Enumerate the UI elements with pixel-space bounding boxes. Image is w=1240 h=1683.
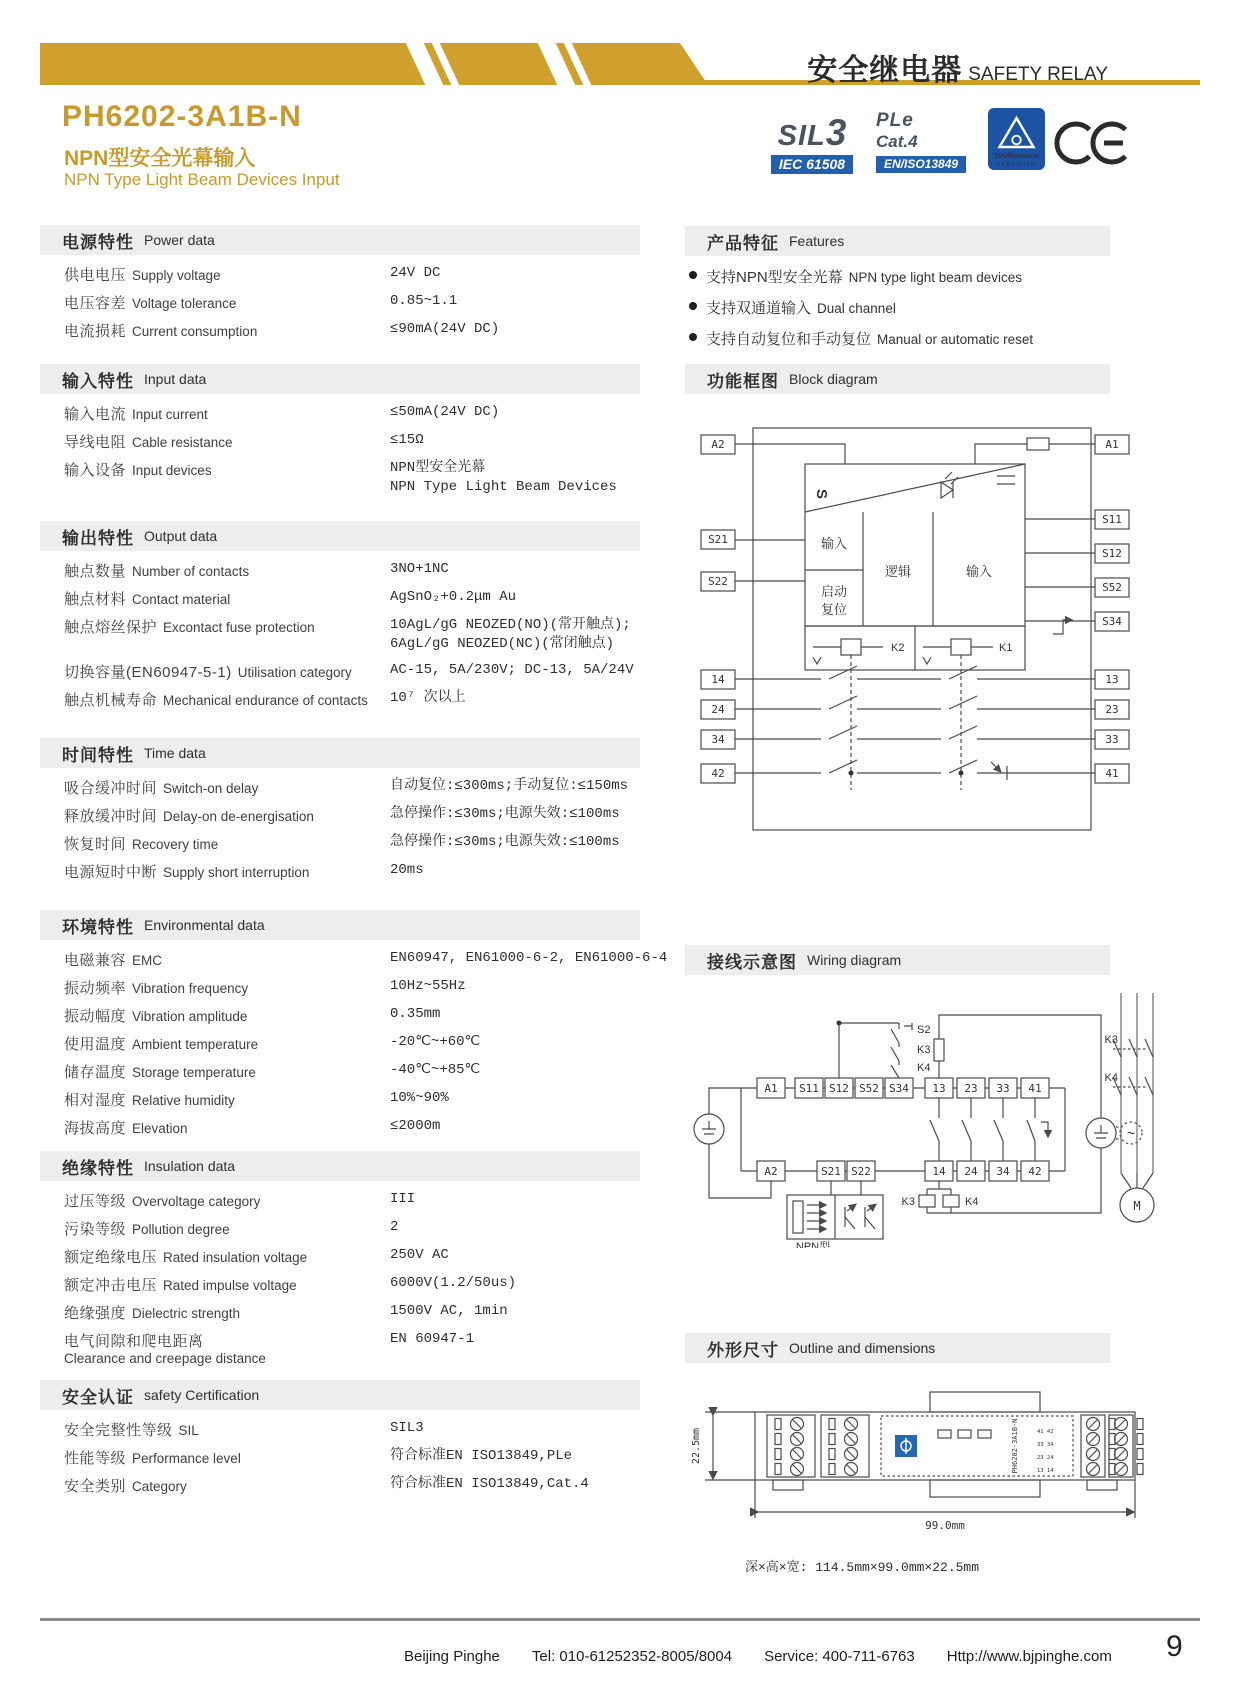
section-title-en: Environmental data bbox=[144, 917, 265, 933]
outline-terminal-row: 33 34 bbox=[1037, 1442, 1054, 1448]
spec-label-en: Supply short interruption bbox=[163, 865, 310, 880]
spec-value: 10Hz~55Hz bbox=[390, 978, 466, 994]
section-heading bbox=[685, 226, 1110, 256]
terminal-label: 14 bbox=[711, 673, 725, 686]
section-wiring-diagram bbox=[685, 945, 1110, 975]
section-title-zh: 时间特性 bbox=[62, 745, 134, 765]
section-title-zh: 接线示意图 bbox=[707, 952, 797, 972]
terminal-label: 42 bbox=[711, 767, 725, 780]
spec-row bbox=[64, 431, 640, 452]
spec-label-en: Dielectric strength bbox=[132, 1306, 241, 1321]
spec-value: 2 bbox=[390, 1219, 399, 1235]
spec-value-line2: NPN Type Light Beam Devices bbox=[390, 479, 617, 495]
spec-label-zh: 电流损耗 bbox=[64, 323, 127, 340]
bullet-icon bbox=[689, 333, 697, 341]
spec-label-zh: 安全完整性等级 bbox=[64, 1422, 173, 1439]
spec-label-zh: 吸合缓冲时间 bbox=[64, 780, 158, 797]
terminal-label: A1 bbox=[1105, 438, 1119, 451]
terminal-label: S12 bbox=[829, 1082, 849, 1095]
feature-item bbox=[689, 297, 1110, 318]
spec-row bbox=[64, 977, 640, 998]
spec-label-zh: 海拔高度 bbox=[64, 1120, 127, 1137]
spec-row bbox=[64, 403, 640, 424]
block-reset-label: 复位 bbox=[820, 602, 848, 617]
outline-model-text: PH6202-3A1B-N bbox=[1011, 1418, 1019, 1474]
spec-label-en: Vibration frequency bbox=[132, 981, 249, 996]
spec-label-en: Mechanical endurance of contacts bbox=[163, 693, 368, 708]
spec-value: AgSnO₂+0.2μm Au bbox=[390, 589, 517, 605]
npn-label: NPN型 bbox=[795, 1241, 831, 1248]
bullet-icon bbox=[689, 271, 697, 279]
feature-zh: 支持双通道输入 bbox=[706, 300, 812, 317]
terminal-label: 34 bbox=[711, 733, 725, 746]
footer-service: Service: 400-711-6763 bbox=[764, 1648, 915, 1665]
terminal-label: S21 bbox=[821, 1165, 841, 1178]
section-time-data bbox=[40, 738, 640, 889]
spec-value: 24V DC bbox=[390, 265, 441, 281]
spec-label-zh: 触点机械寿命 bbox=[64, 692, 158, 709]
spec-label-zh: 振动幅度 bbox=[64, 1008, 127, 1025]
spec-label-en: Contact material bbox=[132, 592, 231, 607]
ple-standard: EN/ISO13849 bbox=[876, 156, 966, 173]
feature-item bbox=[689, 266, 1110, 287]
terminal-label: A2 bbox=[764, 1165, 778, 1178]
section-heading bbox=[40, 225, 640, 255]
section-safety-certification bbox=[40, 1380, 640, 1503]
spec-label-en: Current consumption bbox=[132, 324, 258, 339]
spec-value: 3NO+1NC bbox=[390, 561, 449, 577]
tuv-certified-icon bbox=[988, 108, 1045, 181]
spec-value: 急停操作:≤30ms;电源失效:≤100ms bbox=[390, 834, 620, 850]
spec-label-en: Recovery time bbox=[132, 837, 219, 852]
terminal-label: 23 bbox=[964, 1082, 978, 1095]
s-symbol: S bbox=[813, 488, 830, 500]
terminal-label: A1 bbox=[764, 1082, 778, 1095]
spec-row bbox=[64, 689, 640, 710]
sil-word: SIL bbox=[777, 120, 826, 152]
section-title-en: Output data bbox=[144, 528, 218, 544]
spec-row bbox=[64, 1005, 640, 1026]
gold-band bbox=[40, 43, 708, 85]
spec-value: 6000V(1.2/50us) bbox=[390, 1275, 517, 1291]
spec-value: 10%~90% bbox=[390, 1090, 449, 1106]
spec-row bbox=[64, 1447, 640, 1468]
spec-value: ≤2000m bbox=[390, 1118, 441, 1134]
k3-coil-label: K3 bbox=[901, 1196, 915, 1208]
spec-label-zh: 触点材料 bbox=[64, 591, 127, 608]
header-bar bbox=[40, 43, 1200, 85]
section-environmental-data bbox=[40, 910, 668, 1145]
section-title-en: Power data bbox=[144, 232, 215, 248]
terminal-label: S52 bbox=[859, 1082, 879, 1095]
spec-value: -20℃~+60℃ bbox=[390, 1034, 481, 1050]
spec-value: SIL3 bbox=[390, 1420, 424, 1436]
spec-label-en: Pollution degree bbox=[132, 1222, 230, 1237]
k4-chain-label: K4 bbox=[917, 1062, 931, 1074]
section-heading bbox=[40, 1380, 640, 1410]
spec-label-en: SIL bbox=[178, 1423, 199, 1438]
spec-label-zh: 供电电压 bbox=[64, 267, 127, 284]
tuv-name: TÜVRheinland bbox=[994, 153, 1039, 160]
spec-row bbox=[64, 861, 640, 882]
footer-website: Http://www.bjpinghe.com bbox=[946, 1648, 1112, 1665]
section-title-zh: 输出特性 bbox=[62, 528, 134, 548]
ple-level: PLe bbox=[876, 110, 914, 131]
section-title-zh: 外形尺寸 bbox=[707, 1340, 779, 1360]
section-insulation-data bbox=[40, 1151, 640, 1373]
spec-row bbox=[64, 459, 640, 497]
section-heading bbox=[685, 364, 1110, 394]
sil-badge bbox=[757, 112, 867, 174]
spec-label-zh: 恢复时间 bbox=[64, 836, 127, 853]
section-title-en: Insulation data bbox=[144, 1158, 236, 1174]
section-title-zh: 电源特性 bbox=[62, 232, 134, 252]
spec-row bbox=[64, 805, 640, 826]
page-title-en: SAFETY RELAY bbox=[968, 64, 1108, 85]
spec-row bbox=[64, 1190, 640, 1211]
spec-row bbox=[64, 1419, 640, 1440]
spec-label-en: Input current bbox=[132, 407, 208, 422]
spec-value: 急停操作:≤30ms;电源失效:≤100ms bbox=[390, 806, 620, 822]
wiring-diagram bbox=[685, 983, 1175, 1253]
spec-label-zh: 触点数量 bbox=[64, 563, 127, 580]
spec-row bbox=[64, 1061, 640, 1082]
section-heading bbox=[40, 521, 640, 551]
terminal-label: S21 bbox=[708, 533, 728, 546]
dim-height-label: 22.5mm bbox=[691, 1427, 702, 1465]
section-title-en: safety Certification bbox=[144, 1387, 260, 1403]
spec-value: -40℃~+85℃ bbox=[390, 1062, 481, 1078]
feature-zh: 支持NPN型安全光幕 bbox=[706, 269, 843, 286]
k3-contactor-label: K3 bbox=[1104, 1034, 1118, 1046]
spec-label-zh: 储存温度 bbox=[64, 1064, 127, 1081]
spec-label-zh: 额定绝缘电压 bbox=[64, 1249, 158, 1266]
spec-row bbox=[64, 292, 640, 313]
spec-value: ≤50mA(24V DC) bbox=[390, 404, 500, 420]
terminal-label: 23 bbox=[1105, 703, 1119, 716]
spec-value: 10AgL/gG NEOZED(NO)(常开触点); bbox=[390, 617, 631, 633]
block-input2-label: 输入 bbox=[965, 564, 993, 579]
bullet-icon bbox=[689, 302, 697, 310]
section-features bbox=[685, 226, 1110, 359]
spec-label-en: Supply voltage bbox=[132, 268, 221, 283]
spec-label-en: Elevation bbox=[132, 1121, 188, 1136]
terminal-label: S22 bbox=[708, 575, 728, 588]
page-title-zh: 安全继电器 bbox=[807, 54, 963, 87]
section-heading bbox=[685, 1333, 1110, 1363]
spec-label-en: Cable resistance bbox=[132, 435, 233, 450]
section-title-zh: 产品特征 bbox=[707, 233, 779, 253]
spec-label-en: Number of contacts bbox=[132, 564, 250, 579]
spec-label-zh: 过压等级 bbox=[64, 1193, 127, 1210]
spec-row bbox=[64, 1330, 640, 1366]
spec-label-en: Excontact fuse protection bbox=[163, 620, 315, 635]
spec-row bbox=[64, 1117, 640, 1138]
tuv-sub: CERTIFIED bbox=[996, 162, 1037, 168]
spec-label-en: Rated insulation voltage bbox=[163, 1250, 308, 1265]
spec-label-en: Storage temperature bbox=[132, 1065, 256, 1080]
footer-company: Beijing Pinghe bbox=[404, 1648, 500, 1665]
spec-row bbox=[64, 560, 640, 581]
terminal-label: S34 bbox=[1102, 615, 1122, 628]
section-title-en: Input data bbox=[144, 371, 207, 387]
spec-label-en: Category bbox=[132, 1479, 187, 1494]
spec-label-zh: 绝缘强度 bbox=[64, 1305, 127, 1322]
spec-label-zh: 污染等级 bbox=[64, 1221, 127, 1238]
spec-row bbox=[64, 1475, 640, 1496]
block-logic-label: 逻辑 bbox=[884, 564, 912, 579]
spec-row bbox=[64, 833, 640, 854]
spec-value: AC-15, 5A/230V; DC-13, 5A/24V bbox=[390, 662, 634, 678]
spec-value: III bbox=[390, 1191, 416, 1207]
terminal-label: 14 bbox=[932, 1165, 946, 1178]
ple-badge bbox=[876, 110, 976, 173]
section-title-en: Block diagram bbox=[789, 371, 878, 387]
spec-row bbox=[64, 264, 640, 285]
sil-level: 3 bbox=[825, 112, 847, 153]
block-input1-label: 输入 bbox=[820, 536, 848, 551]
spec-value: 1500V AC, 1min bbox=[390, 1303, 508, 1319]
spec-label-en: Delay-on de-energisation bbox=[163, 809, 314, 824]
spec-label-zh: 切换容量(EN60947-5-1) bbox=[64, 664, 232, 681]
footer-tel: Tel: 010-61252352-8005/8004 bbox=[531, 1648, 733, 1665]
k3-chain-label: K3 bbox=[917, 1044, 931, 1056]
feature-en: Manual or automatic reset bbox=[877, 332, 1034, 347]
spec-label-en: Clearance and creepage distance bbox=[64, 1351, 266, 1366]
terminal-label: S52 bbox=[1102, 581, 1122, 594]
outline-drawing bbox=[685, 1385, 1155, 1550]
terminal-label: 41 bbox=[1028, 1082, 1042, 1095]
terminal-label: 41 bbox=[1105, 767, 1119, 780]
section-output-data bbox=[40, 521, 640, 717]
spec-row bbox=[64, 1246, 640, 1267]
spec-label-en: Switch-on delay bbox=[163, 781, 259, 796]
product-subtitle-zh: NPN型安全光幕输入 bbox=[64, 147, 256, 170]
terminal-label: 33 bbox=[996, 1082, 1010, 1095]
spec-row bbox=[64, 1089, 640, 1110]
section-block-diagram bbox=[685, 364, 1110, 394]
terminal-label: 13 bbox=[932, 1082, 946, 1095]
section-heading bbox=[685, 945, 1110, 975]
spec-label-zh: 额定冲击电压 bbox=[64, 1277, 158, 1294]
product-subtitle-en: NPN Type Light Beam Devices Input bbox=[64, 170, 340, 189]
outline-dimension-note: 深×高×宽: 114.5mm×99.0mm×22.5mm bbox=[745, 1560, 980, 1575]
product-model: PH6202-3A1B-N bbox=[62, 100, 302, 133]
terminal-label: A2 bbox=[711, 438, 725, 451]
spec-value: 20ms bbox=[390, 862, 424, 878]
spec-value: ≤90mA(24V DC) bbox=[390, 321, 500, 337]
spec-value-line2: 6AgL/gG NEOZED(NC)(常闭触点) bbox=[390, 636, 615, 652]
outline-terminal-row: 23 24 bbox=[1037, 1455, 1054, 1461]
ce-mark-icon bbox=[1052, 116, 1128, 175]
spec-value: 自动复位:≤300ms;手动复位:≤150ms bbox=[390, 778, 629, 794]
terminal-label: S34 bbox=[889, 1082, 909, 1095]
block-start-label: 启动 bbox=[820, 584, 848, 599]
dim-width-label: 99.0mm bbox=[925, 1519, 965, 1532]
spec-label-zh: 导线电阻 bbox=[64, 434, 127, 451]
outline-terminal-row: 41 42 bbox=[1037, 1429, 1054, 1435]
spec-value: EN60947, EN61000-6-2, EN61000-6-4 bbox=[390, 950, 668, 966]
terminal-label: 24 bbox=[964, 1165, 978, 1178]
spec-label-zh: 输入设备 bbox=[64, 462, 127, 479]
ac-symbol: ~ bbox=[1126, 1125, 1136, 1141]
spec-label-zh: 安全类别 bbox=[64, 1478, 127, 1495]
section-heading bbox=[40, 910, 640, 940]
spec-row bbox=[64, 588, 640, 609]
section-heading bbox=[40, 738, 640, 768]
section-title-en: Outline and dimensions bbox=[789, 1340, 936, 1356]
spec-value: NPN型安全光幕 bbox=[390, 460, 486, 476]
spec-row bbox=[64, 1302, 640, 1323]
spec-label-en: Rated impulse voltage bbox=[163, 1278, 297, 1293]
terminal-label: S11 bbox=[799, 1082, 819, 1095]
spec-value: 0.85~1.1 bbox=[390, 293, 458, 309]
spec-label-zh: 电源短时中断 bbox=[64, 864, 158, 881]
terminal-label: 33 bbox=[1105, 733, 1119, 746]
spec-value: 符合标准EN ISO13849,Cat.4 bbox=[390, 1476, 589, 1492]
spec-row bbox=[64, 777, 640, 798]
section-title-zh: 功能框图 bbox=[707, 371, 779, 391]
section-heading bbox=[40, 1151, 640, 1181]
spec-label-en: Relative humidity bbox=[132, 1093, 235, 1108]
spec-row bbox=[64, 616, 640, 654]
spec-label-en: Performance level bbox=[132, 1451, 241, 1466]
spec-label-zh: 释放缓冲时间 bbox=[64, 808, 158, 825]
section-heading bbox=[40, 364, 640, 394]
section-title-en: Features bbox=[789, 233, 845, 249]
ple-cat: Cat.4 bbox=[876, 132, 918, 151]
section-title-en: Wiring diagram bbox=[807, 952, 902, 968]
terminal-label: 24 bbox=[711, 703, 725, 716]
section-title-zh: 绝缘特性 bbox=[62, 1158, 134, 1178]
spec-label-zh: 触点熔丝保护 bbox=[64, 619, 158, 636]
terminal-label: S11 bbox=[1102, 513, 1122, 526]
spec-label-en: Utilisation category bbox=[237, 665, 352, 680]
spec-label-en: Overvoltage category bbox=[132, 1194, 261, 1209]
feature-en: Dual channel bbox=[817, 301, 896, 316]
feature-zh: 支持自动复位和手动复位 bbox=[706, 331, 872, 348]
section-title-zh: 输入特性 bbox=[62, 371, 134, 391]
s2-label: S2 bbox=[917, 1024, 931, 1036]
sil-standard: IEC 61508 bbox=[771, 155, 853, 174]
motor-label: M bbox=[1133, 1199, 1141, 1213]
spec-label-zh: 性能等级 bbox=[64, 1450, 127, 1467]
spec-row bbox=[64, 661, 640, 682]
page-number: 9 bbox=[1166, 1630, 1183, 1663]
spec-row bbox=[64, 949, 668, 970]
spec-label-zh: 电磁兼容 bbox=[64, 952, 127, 969]
spec-row bbox=[64, 1274, 640, 1295]
k4-contactor-label: K4 bbox=[1104, 1072, 1118, 1084]
outline-terminal-row: 13 14 bbox=[1037, 1468, 1054, 1474]
terminal-label: 13 bbox=[1105, 673, 1119, 686]
spec-row bbox=[64, 320, 640, 341]
spec-row bbox=[64, 1218, 640, 1239]
section-title-en: Time data bbox=[144, 745, 206, 761]
footer-rule bbox=[40, 1618, 1200, 1621]
spec-value: 250V AC bbox=[390, 1247, 449, 1263]
relay-k1-label: K1 bbox=[999, 642, 1013, 654]
terminal-label: 34 bbox=[996, 1165, 1010, 1178]
relay-k2-label: K2 bbox=[891, 642, 905, 654]
spec-label-en: Vibration amplitude bbox=[132, 1009, 248, 1024]
spec-value: 0.35mm bbox=[390, 1006, 441, 1022]
terminal-label: S22 bbox=[851, 1165, 871, 1178]
feature-item bbox=[689, 328, 1110, 349]
section-input-data bbox=[40, 364, 640, 504]
spec-value: 10⁷ 次以上 bbox=[390, 690, 466, 706]
spec-value: ≤15Ω bbox=[390, 432, 424, 448]
spec-value: EN 60947-1 bbox=[390, 1331, 475, 1347]
section-title-zh: 安全认证 bbox=[62, 1387, 134, 1407]
block-diagram bbox=[695, 418, 1135, 873]
spec-label-en: Input devices bbox=[132, 463, 212, 478]
section-title-zh: 环境特性 bbox=[62, 917, 134, 937]
footer bbox=[404, 1648, 1112, 1665]
feature-en: NPN type light beam devices bbox=[848, 270, 1023, 285]
spec-label-zh: 使用温度 bbox=[64, 1036, 127, 1053]
spec-label-en: EMC bbox=[132, 953, 163, 968]
section-outline-dimensions bbox=[685, 1333, 1110, 1363]
spec-value: 符合标准EN ISO13849,PLe bbox=[390, 1448, 573, 1464]
spec-label-zh: 电气间隙和爬电距离 bbox=[64, 1333, 204, 1350]
terminal-label: S12 bbox=[1102, 547, 1122, 560]
k4-coil-label: K4 bbox=[965, 1196, 979, 1208]
section-power-data bbox=[40, 225, 640, 348]
spec-label-zh: 输入电流 bbox=[64, 406, 127, 423]
spec-label-en: Voltage tolerance bbox=[132, 296, 237, 311]
spec-label-zh: 电压容差 bbox=[64, 295, 127, 312]
page-title bbox=[807, 43, 1108, 87]
terminal-label: 42 bbox=[1028, 1165, 1042, 1178]
spec-label-zh: 振动频率 bbox=[64, 980, 127, 997]
spec-row bbox=[64, 1033, 640, 1054]
spec-label-en: Ambient temperature bbox=[132, 1037, 259, 1052]
spec-label-zh: 相对湿度 bbox=[64, 1092, 127, 1109]
